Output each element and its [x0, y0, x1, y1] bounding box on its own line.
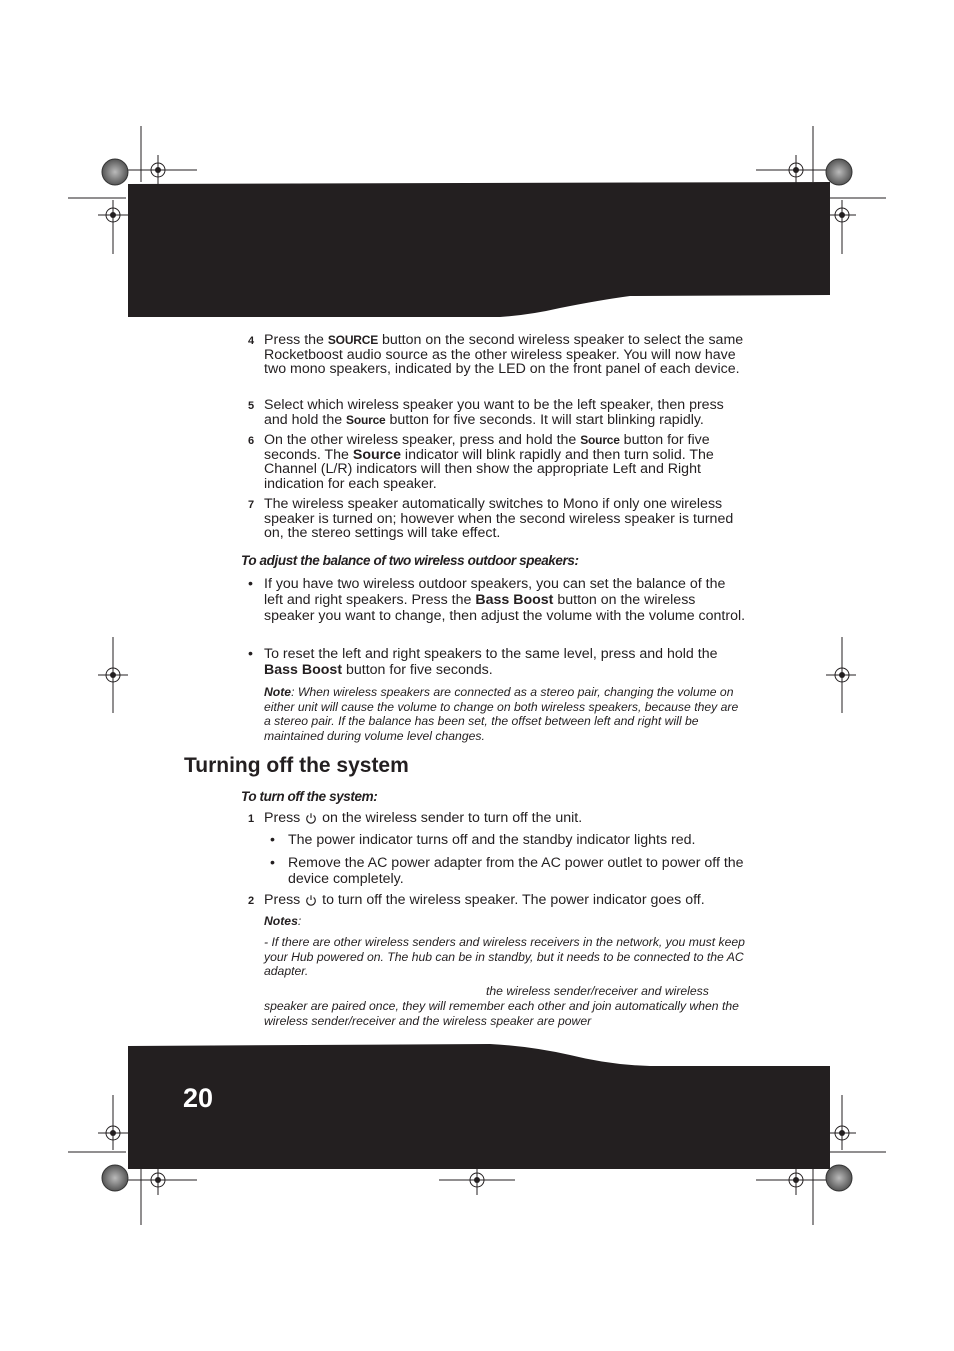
step-text: Select which wireless speaker you want to be the left speaker, then press and hold the Source button for five seconds. It will start blinking rapidly.	[264, 397, 724, 428]
section-heading: Turning off the system	[184, 754, 409, 777]
bass-boost-label: Bass Boost	[475, 592, 554, 608]
step-text: On the other wireless speaker, press and hold the Source button for five seconds. The Source indicator will blink rapidly and then turn solid. The Channel (L/R) indicators will then show the appropriate Left and Right indication for each speaker.	[264, 432, 714, 492]
note-label: Note	[264, 685, 292, 699]
balance-subheading: To adjust the balance of two wireless outdoor speakers:	[241, 553, 579, 568]
notes-heading: Notes:	[264, 914, 302, 928]
step-number: 6	[248, 435, 255, 447]
source-key-label: Source	[346, 412, 386, 427]
step-text: Press on the wireless sender to turn off the unit.	[264, 810, 583, 826]
source-key-label: Source	[580, 433, 620, 447]
step-number: 2	[248, 895, 255, 907]
note-item-1: - If there are other wireless senders and wireless receivers in the network, you must keep your Hub powered on. The hub can be in standby, but it needs to be connected to the AC adapter.	[264, 935, 745, 978]
power-icon	[304, 894, 318, 906]
bass-boost-label: Bass Boost	[264, 662, 343, 678]
step-text: Press the SOURCE button on the second wireless speaker to select the same Rocketboost audio source as the other wireless speaker. You will now have two mono speakers, indicated by the LED on the front panel of each device.	[264, 332, 744, 378]
bullet-marker: •	[270, 832, 275, 848]
step-number: 1	[248, 813, 255, 825]
step-text: The wireless speaker automatically switches to Mono if only one wireless speaker is turned on; however when the second wireless speaker is turned on, the stereo settings will take effect.	[264, 496, 734, 542]
header-band	[128, 182, 830, 317]
step-text: Press to turn off the wireless speaker. The power indicator goes off.	[264, 892, 705, 908]
step-number: 5	[248, 400, 255, 412]
step-number: 7	[248, 499, 255, 511]
bullet-marker: •	[270, 855, 275, 871]
bullet-marker: •	[248, 646, 253, 662]
bullet-marker: •	[248, 576, 253, 592]
note-item-2-rest: speaker are paired once, they will remember each other and join automatically when the wireless sender/receiver and the wireless speaker are power	[264, 999, 739, 1028]
turn-off-subheading: To turn off the system:	[241, 789, 378, 804]
power-icon	[304, 812, 318, 824]
notes-label: Notes	[264, 914, 298, 928]
page-number: 20	[183, 1083, 214, 1113]
bullet-text: Remove the AC power adapter from the AC power outlet to power off the device completely.	[288, 855, 744, 887]
bullet-text: To reset the left and right speakers to the same level, press and hold the Bass Boost button for five seconds.	[264, 646, 718, 678]
step-number: 4	[248, 335, 255, 347]
balance-note	[264, 685, 748, 743]
bullet-text: If you have two wireless outdoor speakers, you can set the balance of the left and right speakers. Press the Bass Boost button on the wireless speaker you want to change, then adjust the volume with the volume control.	[264, 576, 746, 624]
note-text: : When wireless speakers are connected as a stereo pair, changing the volume on either unit will cause the volume to change on both wireless speakers, because they are a stereo pair. If the balance has been set, the offset between left and right will be maintained during volume level changes.	[264, 685, 739, 743]
note-item-2-first-line: the wireless sender/receiver and wireless	[486, 984, 709, 998]
source-indicator-label: Source	[352, 446, 401, 463]
bullet-text: The power indicator turns off and the standby indicator lights red.	[288, 832, 696, 848]
footer-band	[128, 1044, 830, 1169]
source-key-label: SOURCE	[327, 333, 379, 347]
